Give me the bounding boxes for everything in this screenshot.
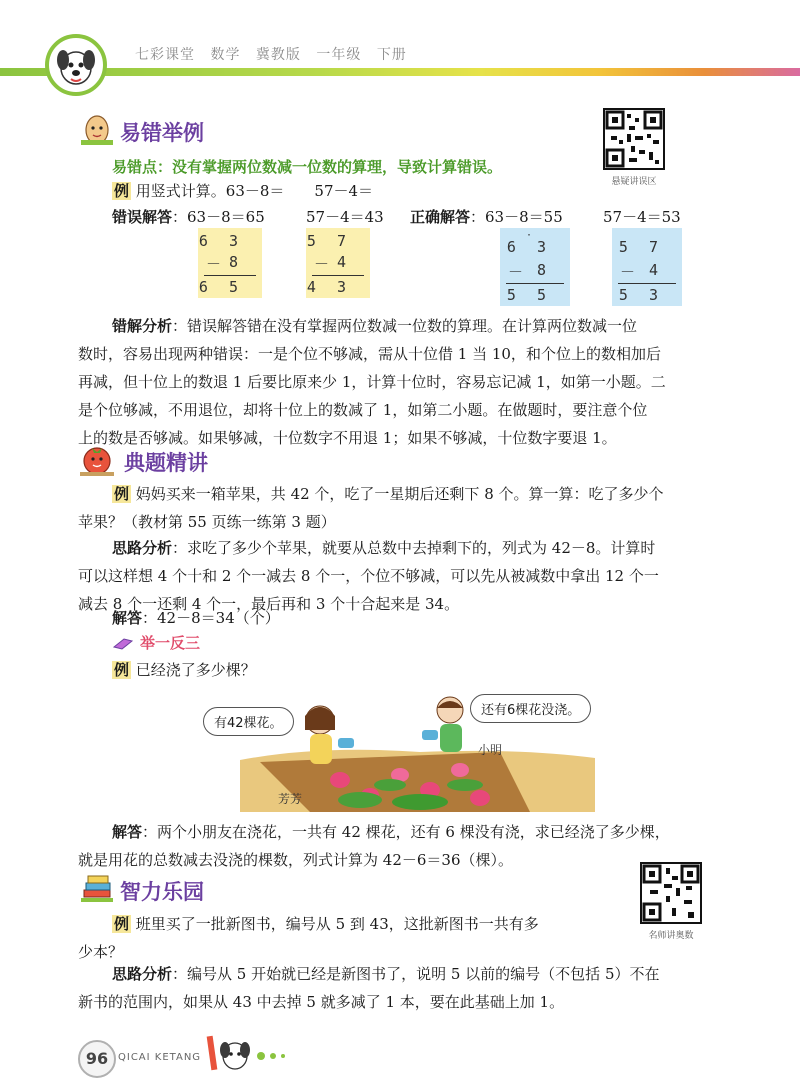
analysis-3-line-2: 新书的范围内，如果从 43 中去掉 5 就多减了 1 本，要在此基础上加 1。 [78, 993, 565, 1011]
vertical-calc-right-1 [500, 228, 570, 306]
eraser-icon [112, 636, 134, 650]
sub-heading-draw-inferences [112, 632, 200, 653]
header-edition: 冀教版 [255, 47, 301, 63]
example-3-line-1 [78, 910, 638, 938]
section-title-brain-games: 智力乐园 [120, 880, 204, 904]
analysis-line-1 [78, 312, 738, 340]
example-2-line-2: 苹果？（教材第 55 页练一练第 3 题） [78, 513, 336, 531]
analysis-text-1: ：错误解答错在没有掌握两位数减一位数的算理。在计算两位数减一位 [172, 317, 638, 335]
calc-line [506, 283, 564, 284]
vertical-calc-right-2 [612, 228, 682, 306]
analysis-2-text-1: ：求吃了多少个苹果，就要从总数中去掉剩下的，列式为 42－8。计算时 [172, 539, 656, 557]
header-subject: 数学 [210, 47, 241, 63]
analysis-label: 错解分析 [112, 317, 173, 335]
calc-line [312, 275, 364, 276]
calc-line [204, 275, 256, 276]
calc-subtrahend: 8 [228, 253, 244, 271]
header-volume: 下册 [376, 47, 407, 63]
sub-answer-line-1 [78, 818, 738, 846]
header-series: 七彩课堂 [135, 47, 195, 63]
sub-heading-text: 举一反三 [140, 634, 201, 652]
example-3-line-2: 少本？ [78, 943, 124, 961]
sub-example-text: 已经浇了多少棵？ [135, 661, 256, 679]
example-label: 例 [114, 182, 130, 200]
qr-code-icon [603, 108, 665, 170]
analysis-label: 思路分析 [112, 539, 173, 557]
example-2-answer [112, 604, 280, 632]
mistake-point-text: ：没有掌握两位数减一位数的算理，导致计算错误。 [157, 158, 503, 176]
page-number: 96 [78, 1040, 116, 1078]
vertical-calc-wrong-1 [198, 228, 262, 298]
calc-subtrahend: 8 [536, 261, 552, 279]
right-eq-1: ：63－8＝55 [470, 208, 563, 226]
wrong-eq-2: 57－4＝43 [306, 208, 384, 226]
answer-text: ：42－8＝34（个） [142, 609, 280, 627]
example-2-line-1 [78, 480, 738, 508]
calc-top: 5 7 [618, 238, 664, 256]
qr-label: 名师讲奥数 [648, 931, 694, 941]
calc-subtrahend: 4 [336, 253, 352, 271]
calc-top: 6 3 [506, 238, 552, 256]
example-3-text-1: 班里买了一批新图书，编号从 5 到 43，这批新图书一共有多 [135, 915, 539, 933]
calc-operator: － [206, 255, 222, 273]
example-3 [78, 910, 638, 966]
analysis-line-4: 是个位够减，不用退位，却将十位上的数减了 1，如第二小题。在做题时，要注意个位 [78, 401, 648, 419]
calc-top: 5 7 [306, 232, 352, 250]
analysis-3-text-1: ：编号从 5 开始就已经是新图书了，说明 5 以前的编号（不包括 5）不在 [172, 965, 660, 983]
example-1 [112, 177, 373, 205]
calc-result: 4 3 [306, 278, 352, 296]
mistake-point-label: 易错点 [112, 158, 158, 176]
footer-mascot-icon [205, 1030, 295, 1080]
sub-answer-line-2: 就是用花的总数减去没浇的棵数，列式计算为 42－6＝36（棵）。 [78, 851, 513, 869]
right-eq-2: 57－4＝53 [603, 208, 681, 226]
calc-subtrahend: 4 [648, 261, 664, 279]
egg-character-icon [78, 110, 116, 148]
calc-operator: － [314, 255, 330, 273]
example-label: 例 [114, 485, 130, 503]
header-color-band [0, 68, 800, 76]
example-label: 例 [114, 661, 130, 679]
analysis-2-line-2: 可以这样想 4 个十和 2 个一减去 8 个一，个位不够减，可以先从被减数中拿出 12 个一 [78, 567, 659, 585]
calc-operator: － [508, 263, 524, 281]
right-answer-label: 正确解答 [410, 208, 471, 226]
sub-answer-text-1: ：两个小朋友在浇花，一共有 42 棵花，还有 6 棵没有浇，求已经浇了多少棵， [142, 823, 670, 841]
calc-result: 6 5 [198, 278, 244, 296]
sub-example [112, 656, 256, 684]
analysis-label: 思路分析 [112, 965, 173, 983]
borrow-dot-icon: · [526, 230, 533, 241]
qr-code-icon [640, 862, 702, 924]
analysis-2-line-3: 减去 8 个一还剩 4 个一，最后再和 3 个十合起来是 34。 [78, 595, 460, 613]
analysis-3-line-1 [78, 960, 738, 988]
books-character-icon [78, 868, 116, 906]
right-answer-row [410, 203, 563, 231]
qr-label: 悬疑讲误区 [611, 177, 657, 187]
tomato-character-icon [78, 440, 116, 478]
wrong-answer-label: 错误解答 [112, 208, 173, 226]
mistake-analysis [78, 312, 738, 452]
answer-label: 解答 [112, 823, 143, 841]
footer-brand: QICAI KETANG [118, 1052, 202, 1063]
analysis-line-3: 再减，但十位上的数退 1 后要比原来少 1，计算十位时，容易忘记减 1，如第一小题。二 [78, 373, 666, 391]
example-3-analysis [78, 960, 738, 1016]
section-title-key-examples: 典题精讲 [124, 451, 208, 475]
calc-result: 5 3 [618, 286, 664, 304]
speech-bubble-boy: 还有6棵花没浇。 [470, 694, 591, 723]
calc-line [618, 283, 676, 284]
calc-top: 6 3 [198, 232, 244, 250]
example-2-text-1: 妈妈买来一箱苹果，共 42 个，吃了一星期后还剩下 8 个。算一算：吃了多少个 [135, 485, 664, 503]
analysis-line-2: 数时，容易出现两种错误：一是个位不够减，需从十位借 1 当 10，和个位上的数相加后 [78, 345, 661, 363]
example-text: 用竖式计算。63－8＝ 57－4＝ [135, 182, 374, 200]
vertical-calc-wrong-2 [306, 228, 370, 298]
name-label-boy: 小明 [478, 743, 503, 757]
example-label: 例 [114, 915, 130, 933]
wrong-answer-row [112, 203, 265, 231]
analysis-line-5: 上的数是否够减。如果够减，十位数字不用退 1；如果不够减，十位数字要退 1。 [78, 429, 617, 447]
sub-example-answer [78, 818, 738, 874]
calc-result: 5 5 [506, 286, 552, 304]
speech-bubble-girl: 有42棵花。 [203, 707, 294, 736]
header-grade: 一年级 [316, 47, 362, 63]
mascot-dog-icon [45, 34, 107, 96]
example-2 [78, 480, 738, 536]
qr-code-mistakes[interactable] [603, 108, 665, 187]
header-breadcrumb [135, 44, 417, 64]
section-title-common-mistakes: 易错举例 [120, 121, 204, 145]
answer-label: 解答 [112, 609, 143, 627]
qr-code-olympiad[interactable] [640, 862, 702, 941]
name-label-girl: 芳芳 [278, 792, 303, 806]
calc-operator: － [620, 263, 636, 281]
analysis-2-line-1 [78, 534, 738, 562]
wrong-eq-1: ：63－8＝65 [172, 208, 265, 226]
